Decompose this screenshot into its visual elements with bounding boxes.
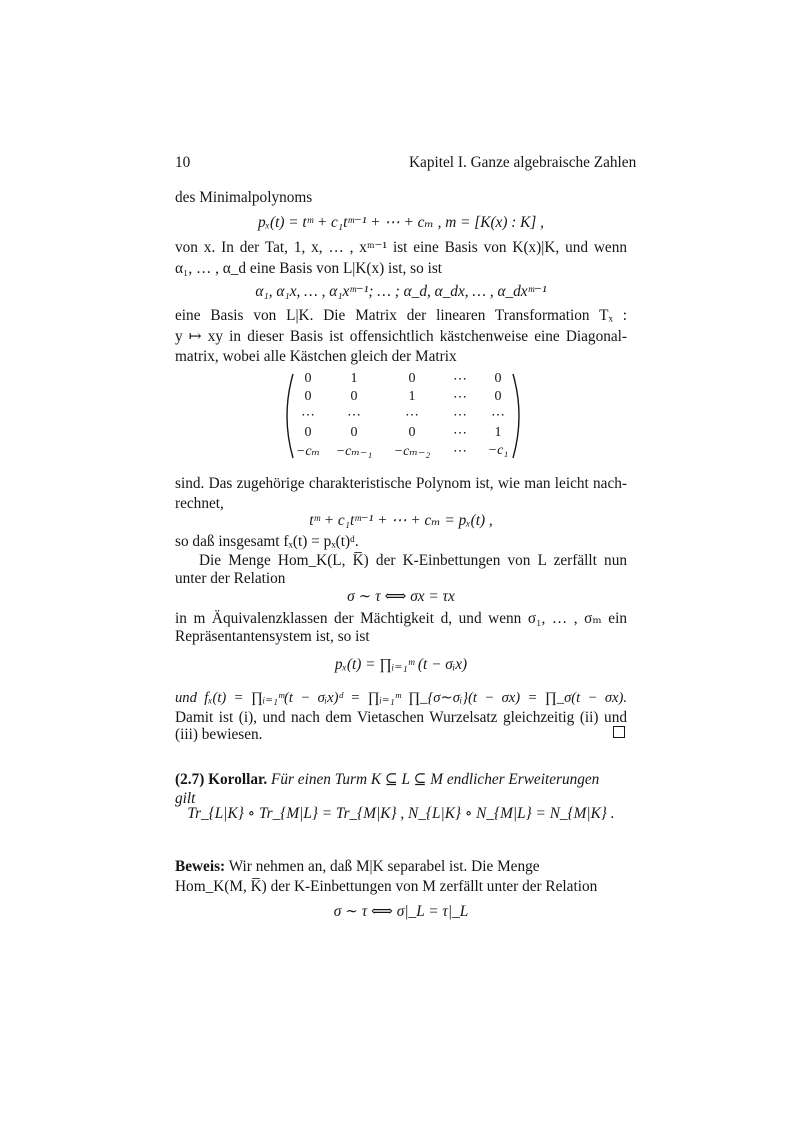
- running-title: Kapitel I. Ganze algebraische Zahlen: [409, 154, 637, 171]
- equation-restriction: σ ∼ τ ⟺ σ|_L = τ|_L: [333, 903, 469, 920]
- corollary-text: gilt: [175, 790, 196, 807]
- matrix-cell: −cₘ: [295, 444, 321, 459]
- equation-char-poly: tᵐ + c₁tᵐ⁻¹ + ⋯ + cₘ = pₓ(t) ,: [309, 512, 493, 529]
- equation-relation: σ ∼ τ ⟺ σx = τx: [347, 588, 455, 605]
- matrix-cell: ⋯: [491, 408, 505, 423]
- text-line: unter der Relation: [175, 570, 286, 587]
- matrix-cell: 0: [350, 425, 358, 440]
- matrix-cell: ⋯: [453, 390, 467, 405]
- text-line: (iii) bewiesen.: [175, 726, 263, 743]
- matrix-cell: 0: [494, 389, 502, 404]
- matrix-cell: 1: [494, 425, 502, 440]
- matrix-cell: ⋯: [405, 408, 419, 423]
- text-line: α₁, … , α_d eine Basis von L|K(x) ist, so ist: [175, 260, 443, 277]
- corollary-label: (2.7) Korollar.: [175, 771, 268, 788]
- equation-minimal-polynomial: pₓ(t) = tᵐ + c₁tᵐ⁻¹ + ⋯ + cₘ , m = [K(x) : K] ,: [258, 214, 544, 231]
- text-line: Die Menge Hom_K(L, K̅) der K-Einbettungen von L zerfällt nun: [199, 552, 627, 569]
- matrix-cell: 0: [304, 389, 312, 404]
- text-line: Damit ist (i), und nach dem Vietaschen Wurzelsatz gleichzeitig (ii) und: [175, 709, 627, 726]
- text-line: y ↦ xy in dieser Basis ist offensichtlich kästchenweise eine Diagonal-: [175, 328, 627, 345]
- page-number: 10: [175, 154, 191, 171]
- proof: [175, 857, 627, 877]
- corollary-text: Für einen Turm K ⊆ L ⊆ M endlicher Erweiterungen: [271, 771, 600, 788]
- text-line: so daß insgesamt fₓ(t) = pₓ(t)ᵈ.: [175, 533, 359, 550]
- text-line: von x. In der Tat, 1, x, … , xᵐ⁻¹ ist eine Basis von K(x)|K, und wenn: [175, 239, 627, 256]
- proof-text: Wir nehmen an, daß M|K separabel ist. Die Menge: [228, 858, 540, 875]
- matrix-cell: −cₘ₋₁: [335, 444, 373, 459]
- proof-text: Hom_K(M, K̅) der K-Einbettungen von M zerfällt unter der Relation: [175, 878, 598, 895]
- matrix-cell: 0: [304, 425, 312, 440]
- text-line: rechnet,: [175, 495, 224, 512]
- matrix-cell: ⋯: [453, 444, 467, 459]
- equation-line: und fₓ(t) = ∏ᵢ₌₁ᵐ(t − σᵢx)ᵈ = ∏ᵢ₌₁ᵐ ∏_{σ∼σᵢ}(t − σx) = ∏_σ(t − σx).: [175, 690, 627, 706]
- matrix-cell: 0: [408, 371, 416, 386]
- matrix-cell: 1: [408, 389, 416, 404]
- text-line: in m Äquivalenzklassen der Mächtigkeit d, und wenn σ₁, … , σₘ ein: [175, 610, 627, 627]
- matrix-cell: ⋯: [453, 426, 467, 441]
- qed-square-icon: [613, 726, 625, 738]
- text-line: des Minimalpolynoms: [175, 189, 313, 206]
- text-line: eine Basis von L|K. Die Matrix der linearen Transformation Tₓ :: [175, 307, 627, 324]
- matrix-cell: 0: [494, 371, 502, 386]
- equation-basis: α₁, α₁x, … , α₁xᵐ⁻¹; … ; α_d, α_dx, … , α_dxᵐ⁻¹: [255, 283, 547, 300]
- matrix-cell: 0: [304, 371, 312, 386]
- text-line: matrix, wobei alle Kästchen gleich der Matrix: [175, 348, 457, 365]
- matrix-cell: ⋯: [453, 408, 467, 423]
- text-line: Repräsentantensystem ist, so ist: [175, 628, 370, 645]
- equation-product: pₓ(t) = ∏ᵢ₌₁ᵐ (t − σᵢx): [334, 656, 468, 673]
- equation-trace-norm: Tr_{L|K} ∘ Tr_{M|L} = Tr_{M|K} , N_{L|K} ∘ N_{M|L} = N_{M|K} .: [187, 805, 615, 822]
- matrix-cell: ⋯: [453, 372, 467, 387]
- text-line: sind. Das zugehörige charakteristische Polynom ist, wie man leicht nach-: [175, 475, 627, 492]
- matrix-cell: 0: [350, 389, 358, 404]
- matrix-cell: 1: [350, 371, 358, 386]
- proof-label: Beweis:: [175, 858, 226, 875]
- matrix-cell: −c₁: [487, 443, 509, 458]
- matrix-cell: −cₘ₋₂: [393, 444, 431, 459]
- matrix-cell: 0: [408, 425, 416, 440]
- matrix-cell: ⋯: [301, 408, 315, 423]
- corollary: [175, 770, 627, 790]
- companion-matrix: [283, 370, 523, 462]
- matrix-cell: ⋯: [347, 408, 361, 423]
